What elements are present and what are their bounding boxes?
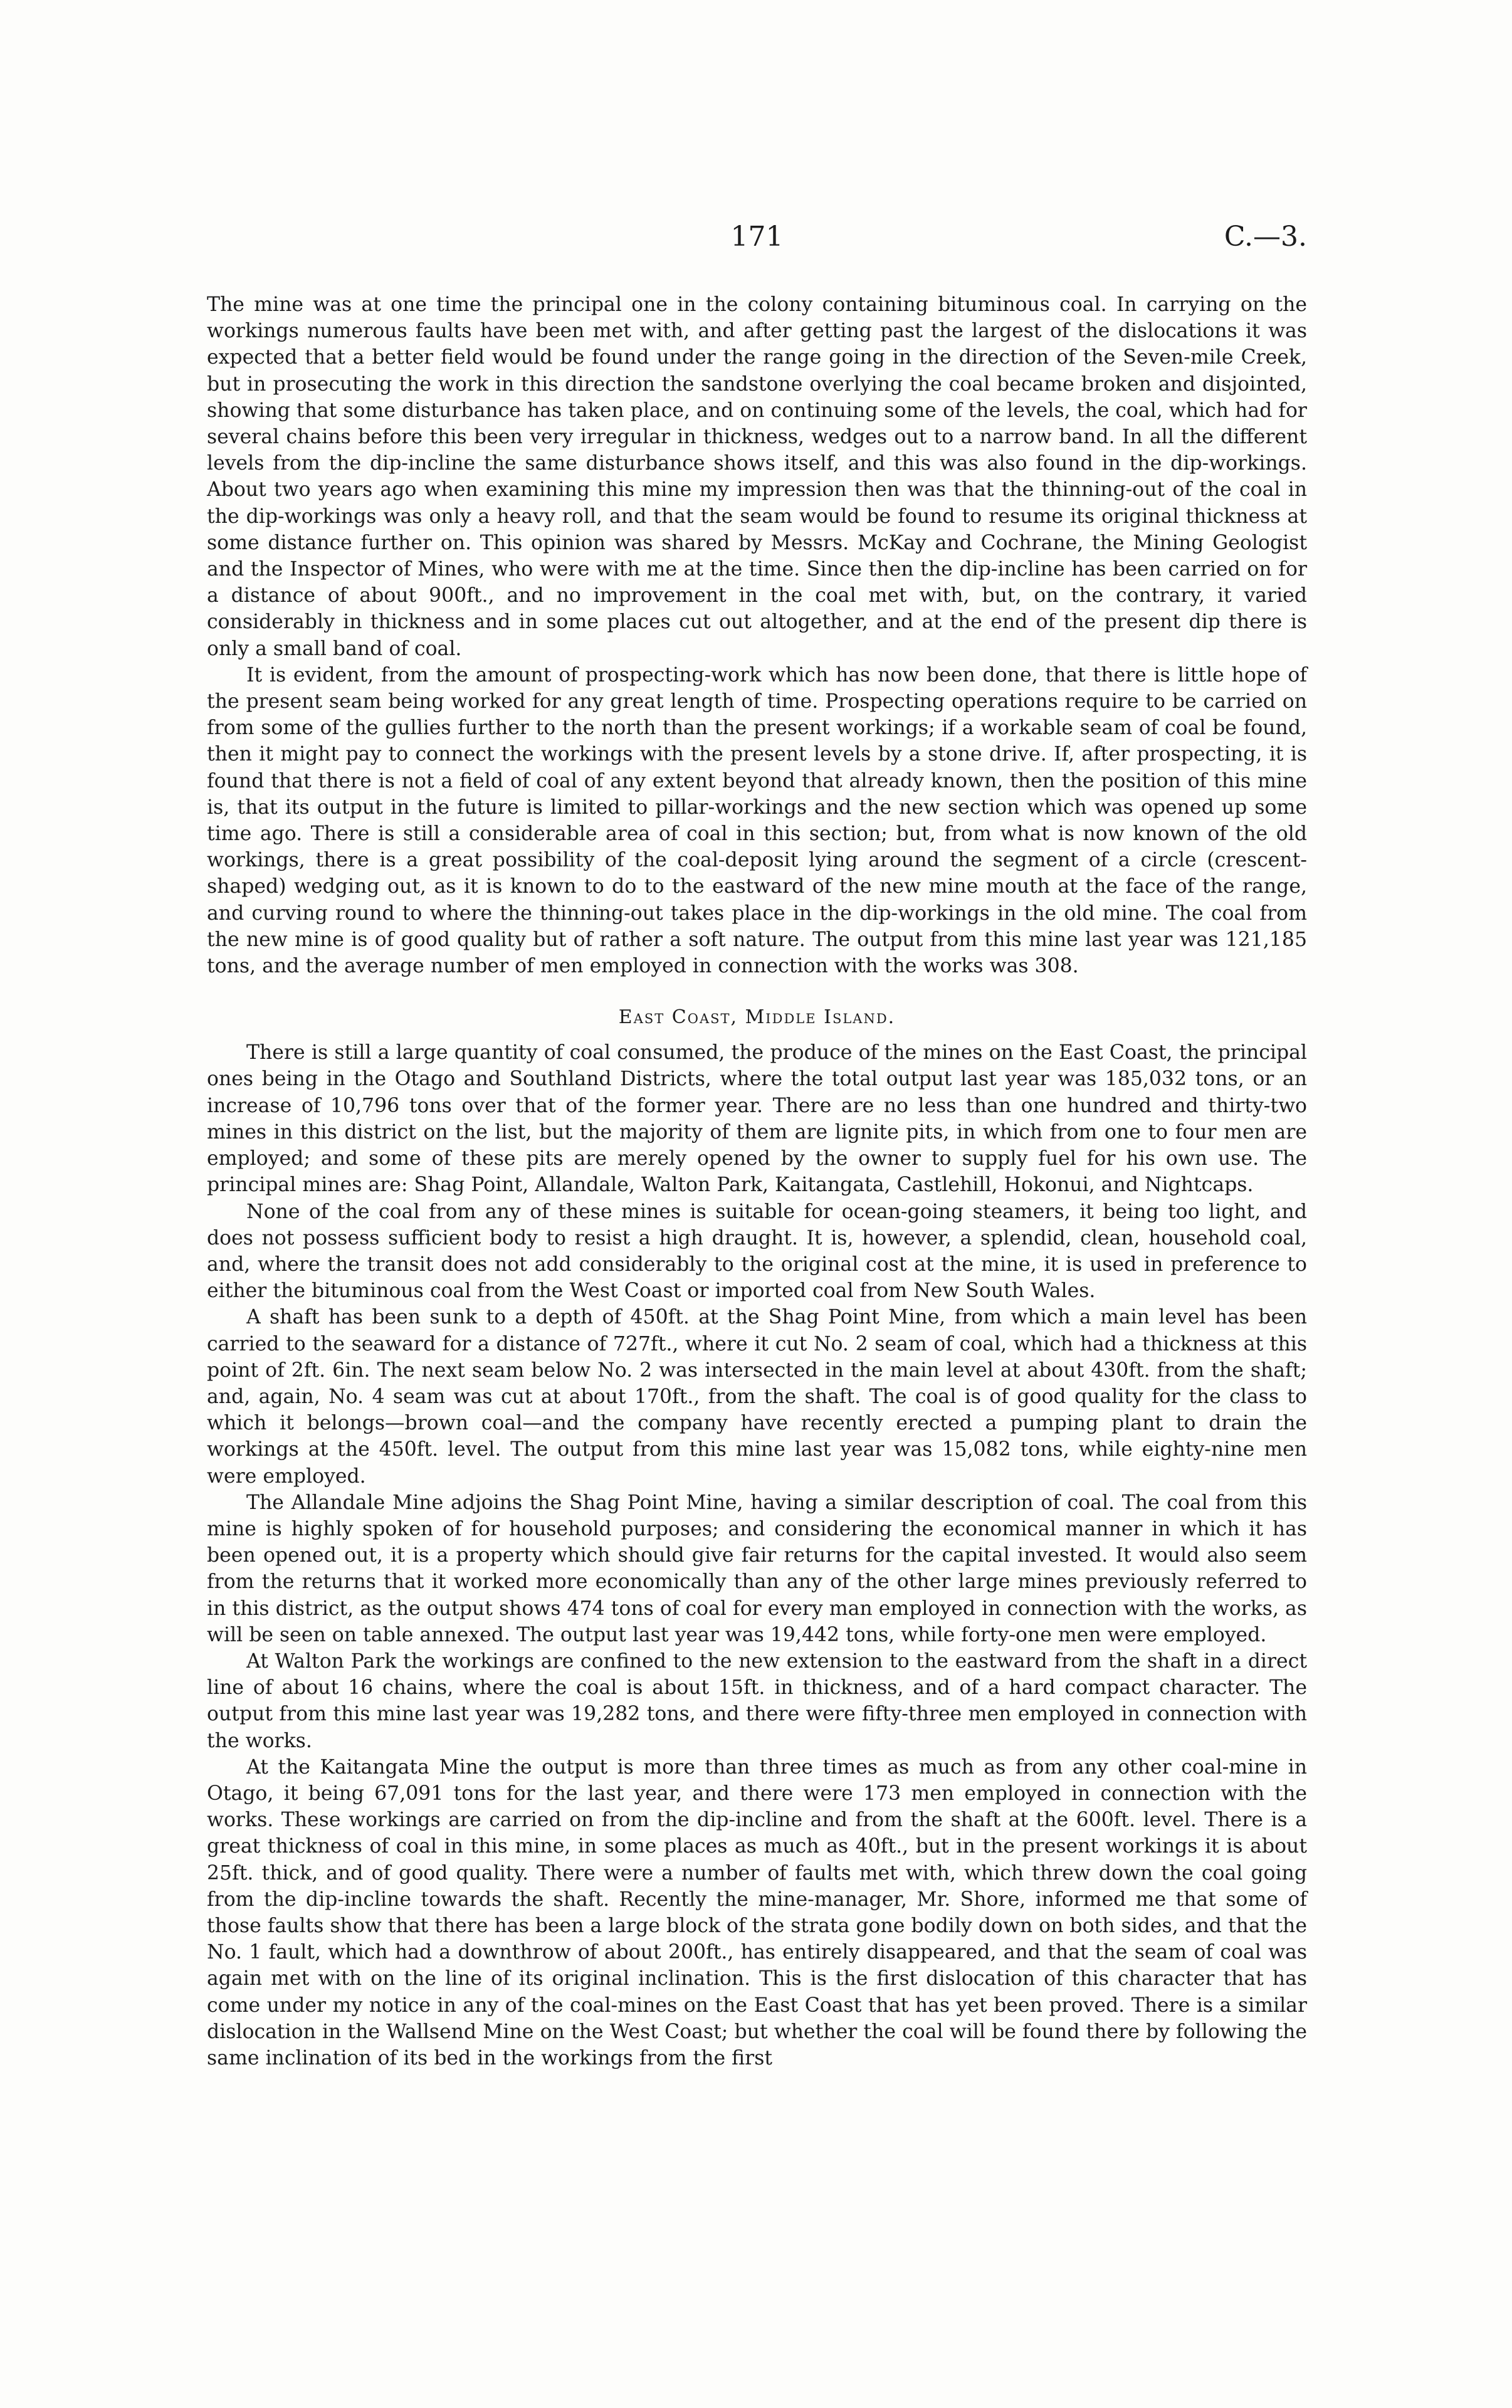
document-reference: C.—3.	[1224, 221, 1307, 253]
paragraph-prospecting: It is evident, from the amount of prospecting-work which has now been done, that there is little hope of the present seam being worked for any great length of time. Prospecting operations require to be carried on from some of the gullies further to the north than the present workings; if a workable seam of coal be found, then it might pay to connect the workings with the present levels by a stone drive. If, after prospecting, it is found that there is not a field of coal of any extent beyond that already known, then the position of this mine is, that its output in the future is limited to pillar-workings and the new section which was opened up some time ago. There is still a considerable area of coal in this section; but, from what is now known of the old workings, there is a great possibility of the coal-deposit lying around the segment of a circle (crescent-shaped) wedging out, as it is known to do to the eastward of the new mine mouth at the face of the range, and curving round to where the thinning-out takes place in the dip-workings in the old mine. The coal from the new mine is of good quality but of rather a soft nature. The output from this mine last year was 121,185 tons, and the average number of men employed in connection with the works was 308.	[207, 663, 1307, 978]
paragraph-shag-point: A shaft has been sunk to a depth of 450ft. at the Shag Point Mine, from which a main level has been carried to the seaward for a distance of 727ft., where it cut No. 2 seam of coal, which had a thickness at this point of 2ft. 6in. The next seam below No. 2 was intersected in the main level at about 430ft. from the shaft; and, again, No. 4 seam was cut at about 170ft., from the shaft. The coal is of good quality for the class to which it belongs—brown coal—and the company have recently erected a pumping plant to drain the workings at the 450ft. level. The output from this mine last year was 15,082 tons, while eighty-nine men were employed.	[207, 1306, 1307, 1488]
page-header	[207, 221, 1307, 265]
section-heading: East Coast, Middle Island.	[618, 1006, 896, 1029]
paragraph-east-coast-output: There is still a large quantity of coal consumed, the produce of the mines on the East Coast, the principal ones being in the Otago and Southland Districts, where the total output last year was 185,032 tons, or an increase of 10,796 tons over that of the former year. There are no less than one hundred and thirty-two mines in this district on the list, but the majority of them are lignite pits, in which from one to four men are employed; and some of these pits are merely opened by the owner to supply fuel for his own use. The principal mines are: Shag Point, Allandale, Walton Park, Kaitangata, Castlehill, Hokonui, and Nightcaps.	[207, 1041, 1307, 1197]
paragraph-walton-park: At Walton Park the workings are confined to the new extension to the eastward from the shaft in a direct line of about 16 chains, where the coal is about 15ft. in thickness, and of a hard compact character. The output from this mine last year was 19,282 tons, and there were fifty-three men employed in connection with the works.	[207, 1649, 1307, 1752]
paragraph-kaitangata: At the Kaitangata Mine the output is more than three times as much as from any other coal-mine in Otago, it being 67,091 tons for the last year, and there were 173 men employed in connection with the works. These workings are carried on from the dip-incline and from the shaft at the 600ft. level. There is a great thickness of coal in this mine, in some places as much as 40ft., but in the present workings it is about 25ft. thick, and of good quality. There were a number of faults met with, which threw down the coal going from the dip-incline towards the shaft. Recently the mine-manager, Mr. Shore, informed me that some of those faults show that there has been a large block of the strata gone bodily down on both sides, and that the No. 1 fault, which had a downthrow of about 200ft., has entirely disappeared, and that the seam of coal was again met with on the line of its original inclination. This is the first dislocation of this character that has come under my notice in any of the coal-mines on the East Coast that has yet been proved. There is a similar dislocation in the Wallsend Mine on the West Coast; but whether the coal will be found there by following the same inclination of its bed in the workings from the first	[207, 1755, 1307, 2069]
page-body	[207, 292, 1307, 2071]
page-number: 171	[730, 221, 784, 253]
paragraph-allandale: The Allandale Mine adjoins the Shag Point Mine, having a similar description of coal. The coal from this mine is highly spoken of for household purposes; and considering the economical manner in which it has been opened out, it is a property which should give fair returns for the capital invested. It would also seem from the returns that it worked more economically than any of the other large mines previously referred to in this district, as the output shows 474 tons of coal for every man employed in connection with the works, as will be seen on table annexed. The output last year was 19,442 tons, while forty-one men were employed.	[207, 1491, 1307, 1646]
paragraph-mine-faults: The mine was at one time the principal one in the colony containing bituminous coal. In carrying on the workings numerous faults have been met with, and after getting past the largest of the dislocations it was expected that a better field would be found under the range going in the direction of the Seven-mile Creek, but in prosecuting the work in this direction the sandstone overlying the coal became broken and disjointed, showing that some disturbance has taken place, and on continuing some of the levels, the coal, which had for several chains before this been very irregular in thickness, wedges out to a narrow band. In all the different levels from the dip-incline the same disturbance shows itself, and this was also found in the dip-workings. About two years ago when examining this mine my impression then was that the thinning-out of the coal in the dip-workings was only a heavy roll, and that the seam would be found to resume its original thickness at some distance further on. This opinion was shared by Messrs. McKay and Cochrane, the Mining Geologist and the Inspector of Mines, who were with me at the time. Since then the dip-incline has been carried on for a distance of about 900ft., and no improvement in the coal met with, but, on the contrary, it varied considerably in thickness and in some places cut out altogether, and at the end of the present dip there is only a small band of coal.	[207, 293, 1307, 660]
paragraph-coal-suitability: None of the coal from any of these mines is suitable for ocean-going steamers, it being too light, and does not possess sufficient body to resist a high draught. It is, however, a splendid, clean, household coal, and, where the transit does not add considerably to the original cost at the mine, it is used in preference to either the bituminous coal from the West Coast or imported coal from New South Wales.	[207, 1200, 1307, 1303]
